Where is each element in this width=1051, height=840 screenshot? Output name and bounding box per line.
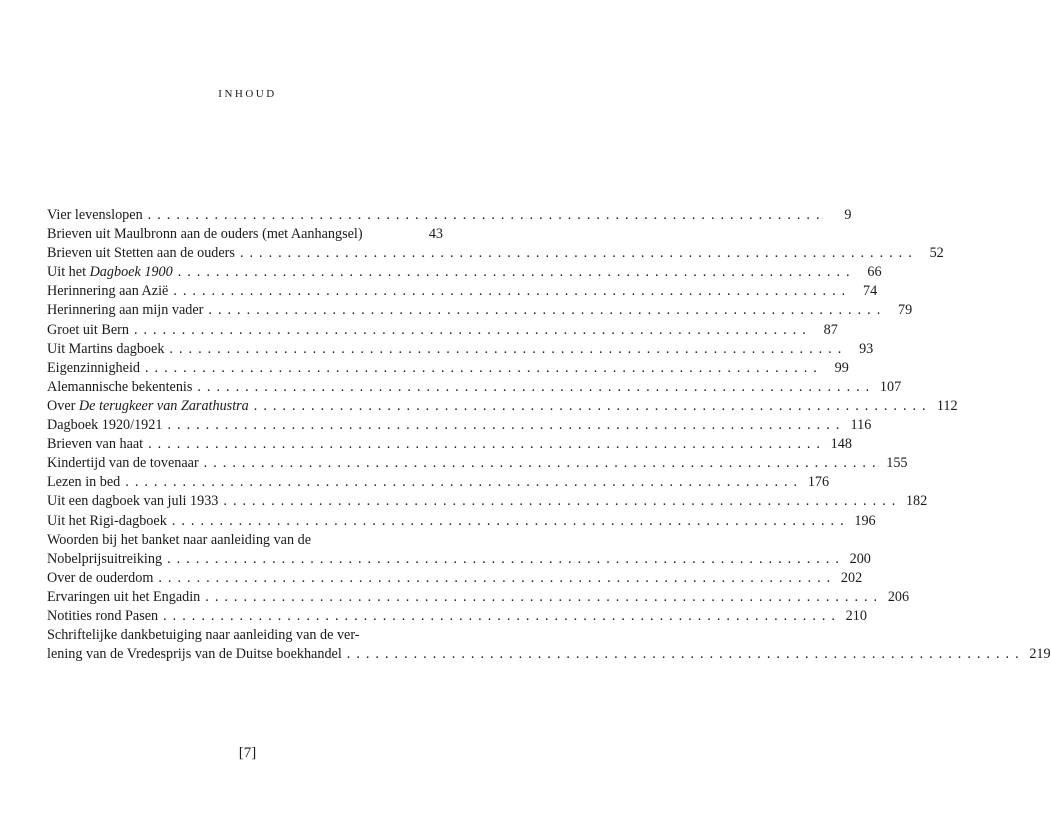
page-number: [7]	[238, 745, 257, 761]
toc-entry	[47, 244, 944, 263]
leader-dots: .......................................................................	[173, 283, 852, 300]
leader-dots: .......................................................................	[205, 588, 884, 605]
toc-entry-page: 52	[929, 245, 944, 262]
leader-dots: .......................................................................	[147, 207, 826, 223]
toc-entry-page: 196	[854, 512, 876, 529]
toc-entry-page: 210	[845, 607, 867, 624]
toc-entry-title: Notities rond Pasen	[47, 607, 159, 624]
toc-entry-page: 93	[859, 340, 874, 357]
toc-entry-title: Groet uit Bern	[47, 321, 129, 338]
toc-entry-title: Brieven van haat	[47, 436, 144, 453]
toc-entry-title: Herinnering aan Azië	[47, 283, 169, 300]
toc-entry	[47, 378, 902, 397]
leader-dots: .......................................................................	[158, 569, 837, 586]
leader-dots: .......................................................................	[144, 359, 823, 376]
toc-entry	[47, 359, 849, 378]
toc-entry-title: Over de ouderdom	[47, 569, 154, 586]
toc-entry-title: Vier levenslopen	[47, 207, 143, 223]
leader-dots: .......................................................................	[167, 417, 846, 434]
toc-entry-title-prefix: Uit het	[47, 264, 90, 281]
toc-entry	[47, 263, 882, 282]
toc-entry	[47, 645, 1051, 664]
toc-entry	[47, 550, 871, 569]
leader-dots: .......................................................................	[239, 245, 918, 262]
toc-entry	[47, 301, 913, 320]
toc-entry-page: 148	[830, 436, 852, 453]
toc-entry-title: Herinnering aan mijn vader	[47, 302, 204, 319]
leader-dots: .......................................................................	[148, 436, 826, 453]
leader-dots: .......................................................................	[169, 340, 848, 357]
toc-entry-title: Uit Martins dagboek	[47, 340, 165, 357]
toc-entry-page: 9	[844, 207, 852, 223]
toc-entry-page: 219	[1029, 646, 1051, 663]
toc-entry-page: 79	[898, 302, 913, 319]
toc-entry	[47, 397, 958, 416]
toc-entry	[47, 492, 928, 511]
toc-entry-page: 116	[850, 417, 872, 434]
page-title: INHOUD	[218, 88, 277, 100]
toc-entry	[47, 282, 878, 301]
toc-entry-page: 107	[879, 378, 902, 395]
toc-entry-page: 200	[849, 550, 871, 567]
toc-entry-title-prefix: Over	[47, 397, 79, 414]
toc-entry	[47, 512, 876, 531]
toc-entry	[47, 321, 838, 340]
toc-entry-page: 206	[887, 588, 910, 605]
toc-entry-page: 112	[936, 397, 958, 414]
toc-entry-title-italic: De terugkeer van Zarathustra	[78, 397, 249, 414]
toc-entry-page: 176	[807, 474, 830, 491]
toc-entry-title	[47, 263, 173, 282]
toc-entry-title: Lezen in bed	[47, 474, 121, 491]
toc-entry	[47, 454, 908, 473]
leader-dots: .......................................................................	[163, 607, 841, 624]
leader-dots: .......................................................................	[125, 474, 804, 491]
leader-dots: .......................................................................	[346, 646, 1025, 663]
toc-entry-title: Ervaringen uit het Engadin	[47, 588, 201, 605]
toc-entry	[47, 225, 443, 244]
toc-entry	[47, 569, 863, 588]
toc-entry	[47, 416, 872, 435]
toc-entry-page: 182	[905, 493, 928, 510]
toc-entry-title: Uit een dagboek van juli 1933	[47, 493, 219, 510]
toc-entry-first-line: Schriftelijke dankbetuiging naar aanleiding van de ver-	[47, 627, 360, 644]
leader-dots: .......................................................................	[197, 378, 876, 395]
toc-entry-title: Eigenzinnigheid	[47, 359, 140, 376]
toc-entry-page: 87	[823, 321, 838, 338]
leader-dots: .......................................................................	[177, 264, 856, 281]
leader-dots: .......................................................................	[253, 397, 932, 414]
leader-dots: .......................................................................	[223, 493, 902, 510]
toc-entry	[47, 206, 852, 225]
toc-entry-title-italic: Dagboek 1900	[89, 264, 173, 281]
leader-dots: .......................................................................	[203, 455, 882, 472]
toc-entry-title: Brieven uit Stetten aan de ouders	[47, 245, 235, 262]
toc-entry	[47, 340, 874, 359]
toc-entry-page: 74	[862, 283, 878, 300]
toc-entry-title: lening van de Vredesprijs van de Duitse boekhandel	[47, 646, 342, 663]
toc-entry	[47, 607, 867, 626]
leader-dots: .......................................................................	[208, 302, 887, 319]
leader-dots: .......................................................................	[171, 512, 850, 529]
toc-entry-title: Dagboek 1920/1921	[47, 417, 163, 434]
toc-entry-page: 155	[886, 455, 908, 472]
toc-entry-title: Kindertijd van de tovenaar	[47, 455, 199, 472]
toc-entry	[47, 473, 830, 492]
toc-entry-title: Brieven uit Maulbronn aan de ouders (met Aanhangsel)	[47, 226, 363, 243]
toc-entry-first-line: Woorden bij het banket naar aanleiding van de	[47, 531, 311, 548]
leader-dots: .......................................................................	[133, 321, 812, 338]
table-of-contents	[47, 206, 1051, 664]
toc-entry	[47, 435, 852, 454]
toc-entry-title: Nobelprijsuitreiking	[47, 550, 163, 567]
toc-entry-page: 43	[428, 226, 443, 243]
toc-entry-title: Alemannische bekentenis	[47, 378, 193, 395]
toc-entry-title	[47, 397, 249, 416]
toc-entry-page: 66	[867, 264, 882, 281]
toc-entry-page: 202	[840, 569, 863, 586]
toc-entry-title: Uit het Rigi-dagboek	[47, 512, 167, 529]
toc-entry-page: 99	[834, 359, 849, 376]
leader-dots: .......................................................................	[167, 550, 845, 567]
toc-entry	[47, 588, 910, 607]
